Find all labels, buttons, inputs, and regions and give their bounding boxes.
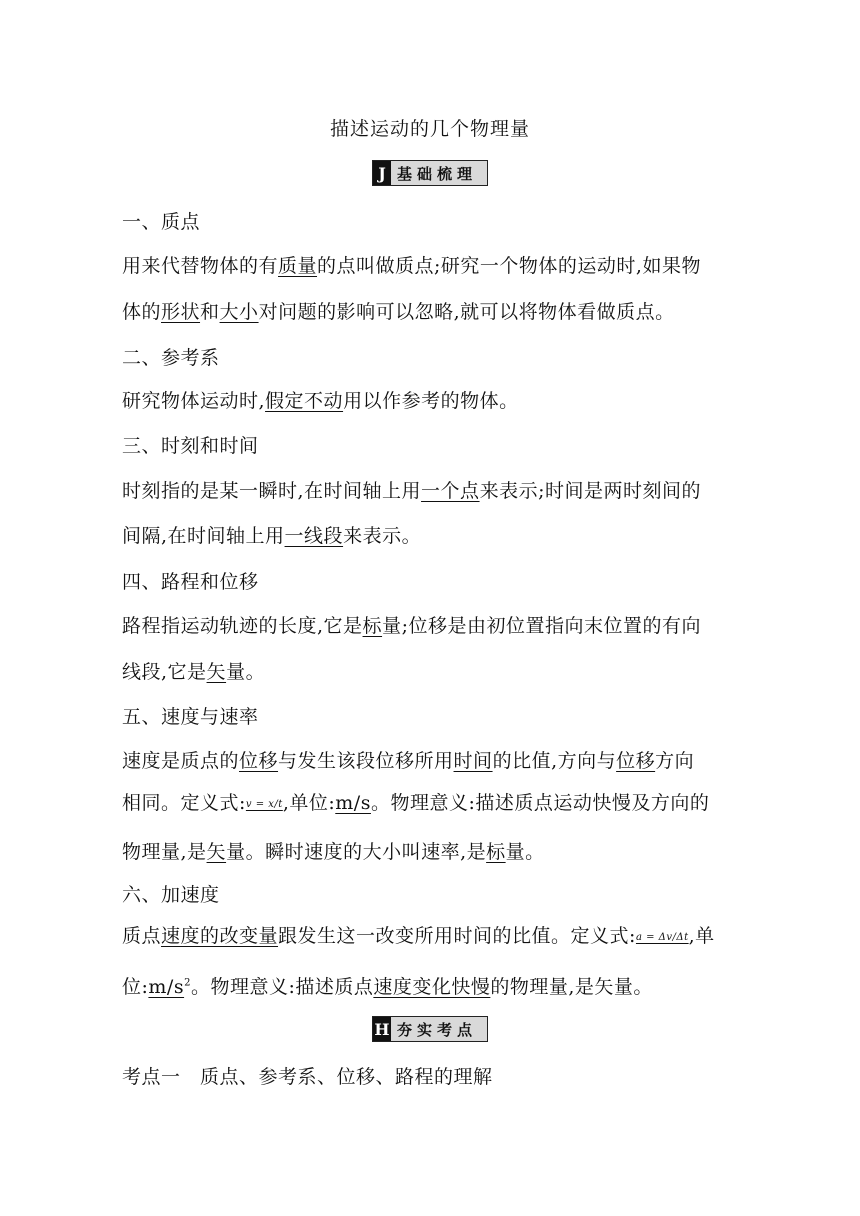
- heading-jiasudu: 六、加速度: [122, 884, 220, 906]
- answer-blank: 标: [486, 841, 506, 863]
- badge-letter: J: [373, 161, 391, 185]
- paragraph-line: 位$:m/s^2$。物理意义:描述质点速度变化快慢的物理量,是矢量。: [122, 976, 653, 998]
- answer-blank: 一线段: [284, 525, 344, 547]
- heading-lucheng: 四、路程和位移: [122, 571, 259, 593]
- paragraph-line: 路程指运动轨迹的长度,它是标量;位移是由初位置指向末位置的有向: [122, 615, 701, 637]
- section-badge-basics: [0, 160, 860, 186]
- paragraph-line: 时刻指的是某一瞬时,在时间轴上用一个点来表示;时间是两时刻间的: [122, 480, 701, 502]
- badge-text: 夯实考点: [391, 1017, 487, 1041]
- answer-blank: 一个点: [421, 480, 480, 502]
- heading-cankaoxi: 二、参考系: [122, 347, 220, 369]
- heading-zhidian: 一、质点: [122, 211, 201, 233]
- paragraph-line: 间隔,在时间轴上用一线段来表示。: [122, 525, 422, 547]
- paragraph-line: 物理量,是矢量。瞬时速度的大小叫速率,是标量。: [122, 841, 545, 863]
- paragraph-line: 线段,它是矢量。: [122, 661, 266, 683]
- badge-letter: H: [373, 1017, 391, 1041]
- answer-blank: m/s: [148, 976, 185, 998]
- heading-sudu: 五、速度与速率: [122, 706, 259, 728]
- answer-blank: 位移: [239, 750, 279, 772]
- page-title: 描述运动的几个物理量: [329, 118, 530, 140]
- answer-blank: 大小: [219, 301, 259, 323]
- paragraph-line: 研究物体运动时,假定不动用以作参考的物体。: [122, 390, 519, 412]
- heading-shike: 三、时刻和时间: [122, 435, 259, 457]
- paragraph-line: 质点速度的改变量跟发生这一改变所用时间的比值。定义式:a = Δv/Δt,单: [122, 925, 715, 947]
- answer-blank: 时间: [453, 750, 493, 772]
- paragraph-line: 体的形状和大小对问题的影响可以忽略,就可以将物体看做质点。: [122, 301, 675, 323]
- answer-blank: m/s: [335, 792, 371, 814]
- paragraph-line: 用来代替物体的有质量的点叫做质点;研究一个物体的运动时,如果物: [122, 255, 701, 277]
- answer-blank: 形状: [161, 301, 201, 323]
- acceleration-formula: a = Δv/Δt: [635, 931, 689, 943]
- paragraph-line: 相同。定义式:v = x/t,单位:m/s。物理意义:描述质点运动快慢及方向的: [122, 792, 710, 814]
- velocity-formula: v = x/t: [245, 798, 283, 810]
- answer-blank: 标: [362, 615, 383, 637]
- answer-blank: 质点: [122, 925, 162, 947]
- answer-blank: 速度的改变量: [161, 925, 279, 947]
- answer-blank: 速度变化快慢: [373, 976, 491, 998]
- answer-blank: 假定不动: [265, 390, 344, 412]
- kaodian-heading: 考点一 质点、参考系、位移、路程的理解: [122, 1066, 493, 1088]
- answer-blank: 矢: [206, 661, 227, 683]
- answer-blank: 矢: [206, 841, 227, 863]
- answer-blank: 质量: [278, 255, 318, 277]
- section-badge-kaodian: [0, 1016, 860, 1042]
- answer-blank: 位移: [616, 750, 656, 772]
- paragraph-line: 速度是质点的位移与发生该段位移所用时间的比值,方向与位移方向: [122, 750, 695, 772]
- badge-text: 基础梳理: [391, 161, 487, 185]
